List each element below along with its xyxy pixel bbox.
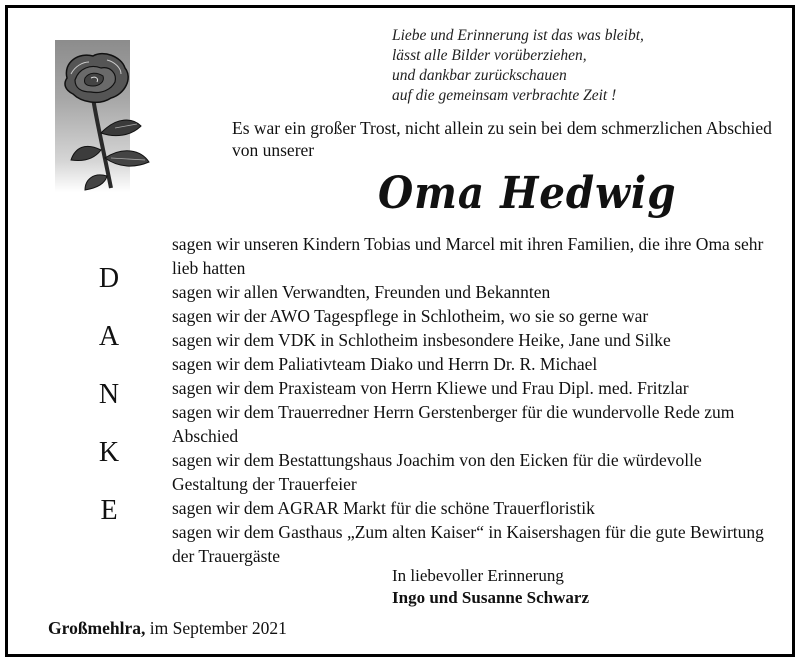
signature-names: Ingo und Susanne Schwarz: [392, 588, 589, 607]
place-date: [48, 618, 287, 639]
thanks-item: sagen wir dem Paliativteam Diako und Herrn Dr. R. Michael: [172, 354, 598, 374]
closing: [392, 565, 589, 609]
thanks-item: sagen wir allen Verwandten, Freunden und Bekannten: [172, 282, 551, 302]
date: im September 2021: [145, 618, 287, 638]
poem-line: und dankbar zurückschauen: [392, 67, 567, 84]
poem-line: auf die gemeinsam verbrachte Zeit !: [392, 87, 617, 104]
thanks-item: sagen wir der AWO Tagespflege in Schlotheim, wo sie so gerne war: [172, 306, 649, 326]
poem-line: Liebe und Erinnerung ist das was bleibt,: [392, 27, 644, 44]
poem-line: lässt alle Bilder vorüberziehen,: [392, 47, 587, 64]
danke-letter: N: [98, 379, 120, 410]
thanks-item: sagen wir dem Praxisteam von Herrn Kliewe und Frau Dipl. med. Fritzlar: [172, 378, 689, 398]
thanks-list: [172, 232, 772, 568]
danke-letter: E: [100, 495, 118, 526]
rose-icon: [45, 38, 160, 198]
danke-letter: K: [98, 437, 120, 468]
poem: [392, 26, 644, 106]
thanks-item: sagen wir dem Trauerredner Herrn Gerstenberger für die wundervolle Rede zum Abschied: [172, 402, 735, 446]
thanks-item: sagen wir dem Bestattungshaus Joachim von den Eicken für die würdevolle Gestaltung der Trauerfeier: [172, 450, 702, 494]
danke-letter: D: [98, 263, 120, 294]
closing-line: In liebevoller Erinnerung: [392, 566, 564, 585]
town: Großmehlra,: [48, 618, 146, 638]
intro-text: Es war ein großer Trost, nicht allein zu sein bei dem schmerzlichen Abschied von unserer: [232, 118, 772, 160]
thanks-item: sagen wir dem AGRAR Markt für die schöne Trauerfloristik: [172, 498, 595, 518]
thanks-item: sagen wir dem Gasthaus „Zum alten Kaiser“ in Kaisershagen für die gute Bewirtung der Trauergäste: [172, 522, 764, 566]
danke-vertical: [92, 262, 126, 552]
thanks-item: sagen wir unseren Kindern Tobias und Marcel mit ihren Familien, die ihre Oma sehr lieb hatten: [172, 234, 764, 278]
deceased-name: Oma Hedwig: [378, 168, 677, 219]
thanks-item: sagen wir dem VDK in Schlotheim insbesondere Heike, Jane und Silke: [172, 330, 671, 350]
danke-letter: A: [98, 321, 120, 352]
